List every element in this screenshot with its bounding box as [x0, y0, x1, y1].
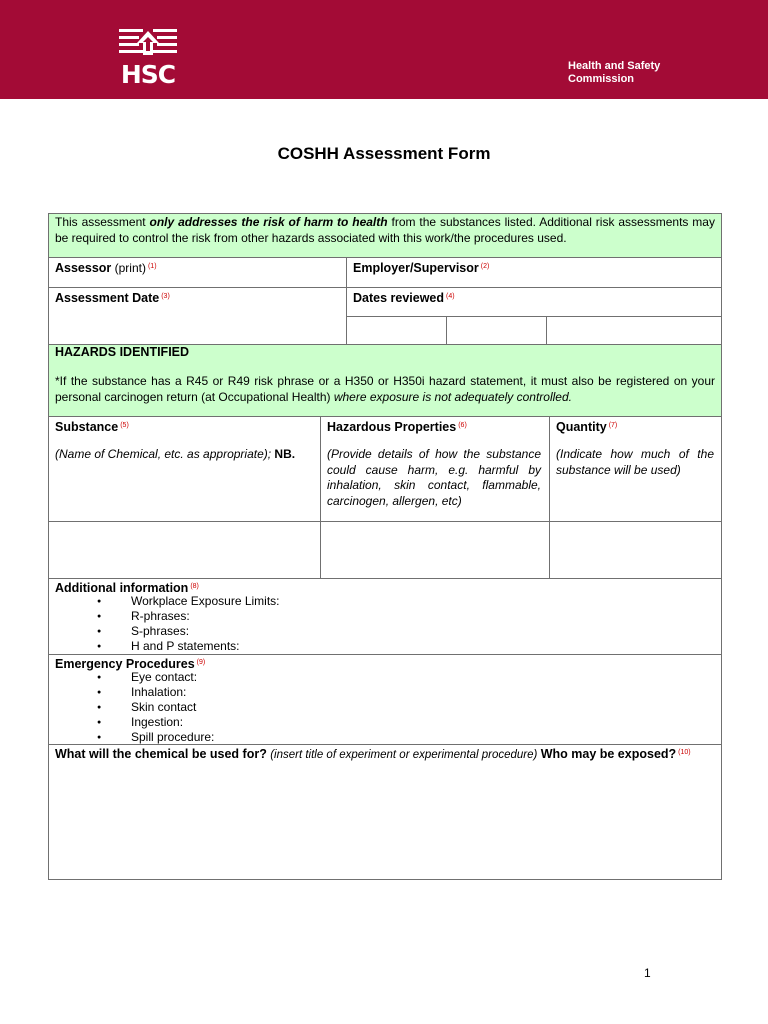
dates-reviewed-label: Dates reviewed $^{(4)}$ — [353, 291, 455, 305]
organization-name: Health and Safety Commission — [568, 60, 661, 85]
hazardous-properties-label: Hazardous Properties $^{(6)}$ — [327, 420, 467, 434]
list-item: ● Eye contact: — [49, 670, 214, 685]
quantity-label: Quantity $^{(7)}$ — [556, 420, 618, 434]
quantity-description: (Indicate how much of the substance will be used) — [556, 447, 714, 477]
list-item: ● Ingestion: — [49, 715, 214, 730]
header-banner — [0, 0, 768, 99]
hazards-heading: HAZARDS IDENTIFIED — [55, 345, 190, 359]
additional-info-list — [49, 594, 280, 654]
list-item: ● Workplace Exposure Limits: — [49, 594, 280, 609]
emergency-procedures-label: Emergency Procedures $^{(9)}$ — [55, 657, 206, 671]
list-item: ● Spill procedure: — [49, 730, 214, 745]
hazards-note: *If the substance has a R45 or R49 risk phrase or a H350 or H350i hazard statement, it must also be registered on your personal carcinogen return (at Occupational Health) where exposure is not adequately controlled. — [55, 374, 715, 404]
assessment-form — [48, 213, 722, 880]
page-title: COSHH Assessment Form — [277, 144, 491, 163]
assessment-date-label: Assessment Date $^{(3)}$ — [55, 291, 170, 305]
list-item: ● Skin contact — [49, 700, 214, 715]
list-item: ● R-phrases: — [49, 609, 280, 624]
list-item: ● S-phrases: — [49, 624, 280, 639]
page-number: 1 — [644, 966, 651, 980]
intro-text: This assessment only addresses the risk of harm to health from the substances listed. Additional risk assessments may be required to control the risk from other hazards associated with this work/the procedures used. — [55, 215, 715, 245]
substance-label: Substance $^{(5)}$ — [55, 420, 129, 434]
list-item: ● H and P statements: — [49, 639, 280, 654]
additional-info-label: Additional information $^{(8)}$ — [55, 581, 199, 595]
substance-description: (Name of Chemical, etc. as appropriate); NB. — [55, 447, 296, 461]
hazardous-properties-description: (Provide details of how the substance could cause harm, e.g. harmful by inhalation, skin contact, flammable, carcinogen, allergen, etc) — [327, 447, 541, 508]
emergency-procedures-list — [49, 670, 214, 745]
list-item: ● Inhalation: — [49, 685, 214, 700]
usage-question: What will the chemical be used for? (insert title of experiment or experimental procedure) Who may be exposed? $^{(10)}$ — [55, 747, 691, 761]
employer-label: Employer/Supervisor $^{(2)}$ — [353, 261, 490, 275]
logo-text: HSC — [120, 60, 176, 89]
assessor-label: Assessor (print) $^{(1)}$ — [55, 261, 157, 275]
